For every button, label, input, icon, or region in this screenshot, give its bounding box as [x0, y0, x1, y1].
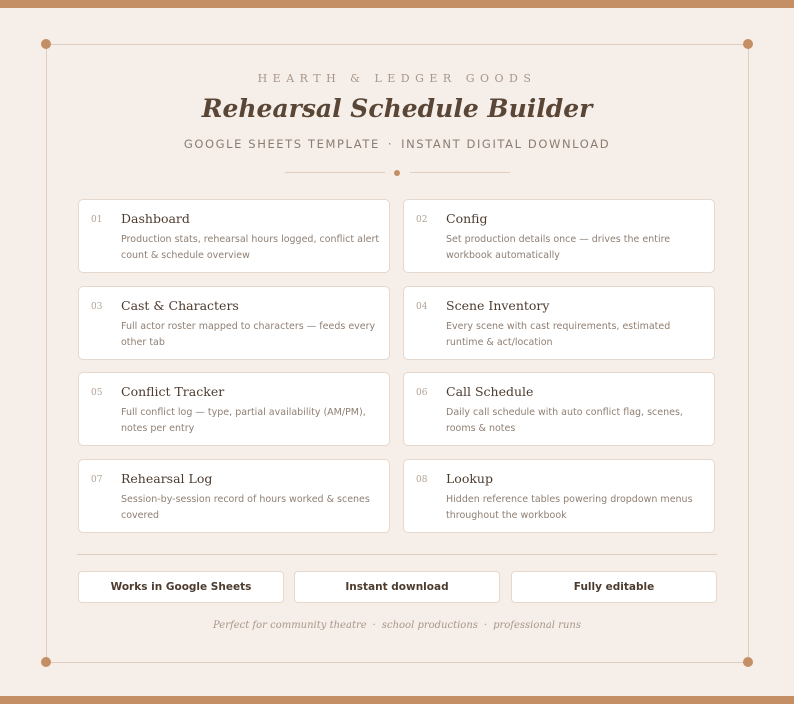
- card-description: Daily call schedule with auto conflict flag, scenes, rooms & notes: [446, 407, 683, 434]
- card-description: Hidden reference tables powering dropdown menus throughout the workbook: [446, 494, 693, 521]
- card-number: 07: [91, 475, 103, 485]
- feature-google-sheets: Works in Google Sheets: [78, 571, 284, 603]
- card-title: Call Schedule: [446, 384, 534, 399]
- card-title: Config: [446, 211, 488, 226]
- card-description: Every scene with cast requirements, estimated runtime & act/location: [446, 321, 671, 348]
- tab-card-call-schedule: [403, 372, 715, 446]
- card-number: 05: [91, 388, 103, 398]
- card-description: Full actor roster mapped to characters — feeds every other tab: [121, 321, 376, 348]
- corner-dot-bottom-right: [743, 657, 753, 667]
- card-title: Conflict Tracker: [121, 384, 225, 399]
- card-title: Dashboard: [121, 211, 190, 226]
- tab-card-rehearsal-log: [78, 459, 390, 533]
- top-accent-bar: [0, 0, 794, 8]
- page-title: Rehearsal Schedule Builder: [201, 94, 593, 123]
- card-description: Full conflict log — type, partial availability (AM/PM), notes per entry: [121, 407, 366, 434]
- footer-part-3: professional runs: [493, 620, 581, 631]
- card-description: Session-by-session record of hours worked & scenes covered: [121, 494, 370, 521]
- card-title: Rehearsal Log: [121, 471, 213, 486]
- subtitle-separator: ·: [387, 137, 394, 151]
- header-divider-left: [285, 172, 385, 173]
- footer-part-2: school productions: [381, 620, 478, 631]
- header-divider-right: [410, 172, 510, 173]
- frame-top-line: [46, 44, 748, 45]
- subtitle-right: INSTANT DIGITAL DOWNLOAD: [401, 137, 611, 151]
- tab-card-cast-characters: [78, 286, 390, 360]
- feature-instant-download: Instant download: [294, 571, 500, 603]
- tab-card-config: [403, 199, 715, 273]
- corner-dot-top-right: [743, 39, 753, 49]
- feature-fully-editable: Fully editable: [511, 571, 717, 603]
- bottom-accent-bar: [0, 696, 794, 704]
- card-title: Scene Inventory: [446, 298, 550, 313]
- tab-card-scene-inventory: [403, 286, 715, 360]
- frame-bottom-line: [46, 662, 748, 663]
- card-title: Cast & Characters: [121, 298, 239, 313]
- card-number: 02: [416, 215, 428, 225]
- footer-tagline: [0, 620, 794, 631]
- corner-dot-top-left: [41, 39, 51, 49]
- card-title: Lookup: [446, 471, 493, 486]
- tab-card-dashboard: [78, 199, 390, 273]
- card-number: 06: [416, 388, 428, 398]
- section-divider: [77, 554, 717, 555]
- footer-separator: ·: [372, 620, 376, 631]
- brand-name: HEARTH & LEDGER GOODS: [257, 72, 537, 85]
- corner-dot-bottom-left: [41, 657, 51, 667]
- page-subtitle: [0, 137, 794, 151]
- card-description: Production stats, rehearsal hours logged, conflict alert count & schedule overview: [121, 234, 380, 261]
- tab-card-conflict-tracker: [78, 372, 390, 446]
- tab-card-lookup: [403, 459, 715, 533]
- card-number: 03: [91, 302, 103, 312]
- card-number: 01: [91, 215, 103, 225]
- header-divider-dot: [394, 170, 400, 176]
- card-description: Set production details once — drives the entire workbook automatically: [446, 234, 671, 261]
- footer-separator: ·: [483, 620, 488, 631]
- card-number: 04: [416, 302, 428, 312]
- footer-part-1: Perfect for community theatre: [213, 620, 367, 631]
- subtitle-left: GOOGLE SHEETS TEMPLATE: [183, 137, 380, 151]
- card-number: 08: [416, 475, 428, 485]
